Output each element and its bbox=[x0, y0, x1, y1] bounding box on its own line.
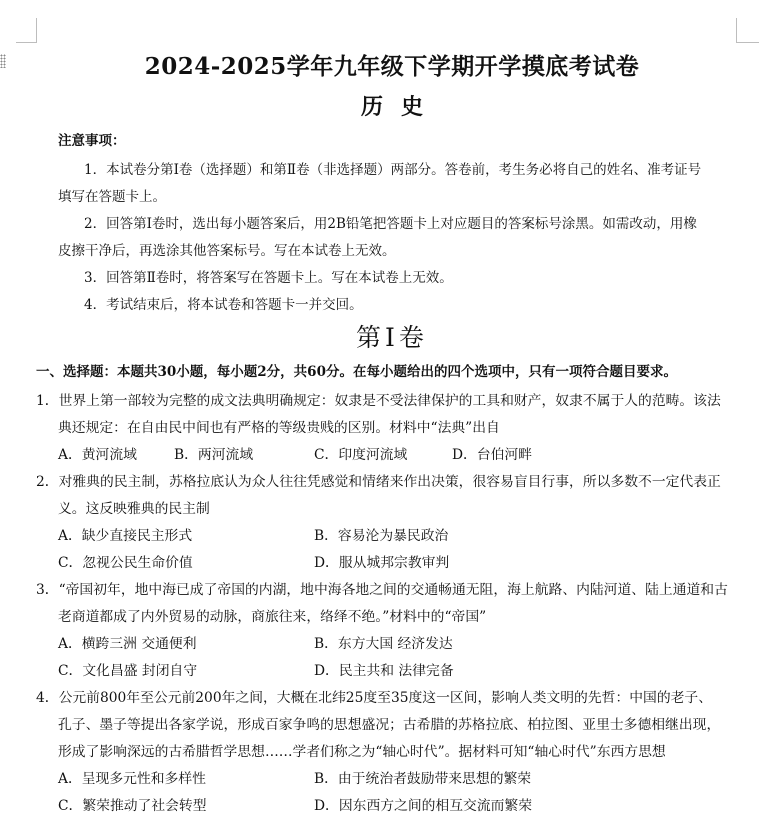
option-b: B．容易沦为暴民政治 bbox=[314, 528, 449, 544]
option-c: C．印度河流域 bbox=[314, 447, 408, 463]
option-b: B．两河流域 bbox=[174, 447, 254, 463]
section-heading: 一、选择题：本题共30小题，每小题2分，共60分。在每小题给出的四个选项中，只有一项符合题目要求。 bbox=[36, 364, 677, 380]
option-d: D．台伯河畔 bbox=[452, 447, 533, 463]
option-b: B．由于统治者鼓励带来思想的繁荣 bbox=[314, 771, 532, 787]
notice-line: 皮擦干净后，再选涂其他答案标号。写在本试卷上无效。 bbox=[58, 243, 396, 259]
question-line: 1．世界上第一部较为完整的成文法典明确规定：奴隶是不受法律保护的工具和财产，奴隶不属于人的范畴。该法 bbox=[36, 393, 721, 409]
option-d: D．因东西方之间的相互交流而繁荣 bbox=[314, 798, 533, 814]
option-c: C．文化昌盛 封闭自守 bbox=[58, 663, 198, 679]
option-a: A．缺少直接民主形式 bbox=[58, 528, 193, 544]
option-c: C．忽视公民生命价值 bbox=[58, 555, 193, 571]
page-corner-mark-top-left bbox=[16, 18, 37, 43]
exam-title: 2024-2025学年九年级下学期开学摸底考试卷 bbox=[144, 53, 640, 80]
question-line: 3．“帝国初年，地中海已成了帝国的内湖，地中海各地之间的交通畅通无阻，海上航路、内陆河道、陆上通道和古 bbox=[36, 582, 728, 598]
notice-line: 4．考试结束后，将本试卷和答题卡一并交回。 bbox=[84, 297, 363, 313]
question-line: 孔子、墨子等提出各家学说，形成百家争鸣的思想盛况；古希腊的苏格拉底、柏拉图、亚里士多德相继出现， bbox=[58, 717, 721, 733]
question-line: 老商道都成了内外贸易的动脉，商旅往来，络绎不绝。”材料中的“帝国” bbox=[58, 609, 487, 625]
option-a: A．横跨三洲 交通便利 bbox=[58, 636, 197, 652]
subject-title: 历史 bbox=[360, 94, 441, 120]
notice-line: 1．本试卷分第Ⅰ卷（选择题）和第Ⅱ卷（非选择题）两部分。答卷前，考生务必将自己的姓名、准考证号 bbox=[84, 162, 702, 178]
notice-heading: 注意事项： bbox=[58, 133, 126, 149]
option-a: A．呈现多元性和多样性 bbox=[58, 771, 206, 787]
notice-line: 3．回答第Ⅱ卷时，将答案写在答题卡上。写在本试卷上无效。 bbox=[84, 270, 453, 286]
question-line: 4．公元前800年至公元前200年之间，大概在北纬25度至35度这一区间，影响人类文明的先哲：中国的老子、 bbox=[36, 690, 713, 706]
notice-line: 填写在答题卡上。 bbox=[58, 189, 166, 205]
question-line: 形成了影响深远的古希腊哲学思想……学者们称之为“轴心时代”。据材料可知“轴心时代”东西方思想 bbox=[58, 744, 666, 760]
question-line: 2．对雅典的民主制，苏格拉底认为众人往往凭感觉和情绪来作出决策，很容易盲目行事，所以多数不一定代表正 bbox=[36, 474, 721, 490]
option-d: D．服从城邦宗教审判 bbox=[314, 555, 450, 571]
option-d: D．民主共和 法律完备 bbox=[314, 663, 454, 679]
option-b: B．东方大国 经济发达 bbox=[314, 636, 453, 652]
page-corner-mark-top-right bbox=[736, 18, 759, 43]
option-c: C．繁荣推动了社会转型 bbox=[58, 798, 207, 814]
notice-line: 2．回答第Ⅰ卷时，选出每小题答案后，用2B铅笔把答题卡上对应题目的答案标号涂黑。如需改动，用橡 bbox=[84, 216, 697, 232]
question-line: 典还规定：在自由民中间也有严格的等级贵贱的区别。材料中“法典”出自 bbox=[58, 420, 500, 436]
question-line: 义。这反映雅典的民主制 bbox=[58, 501, 210, 517]
volume-title: 第Ⅰ卷 bbox=[356, 323, 428, 352]
option-a: A．黄河流域 bbox=[58, 447, 137, 463]
